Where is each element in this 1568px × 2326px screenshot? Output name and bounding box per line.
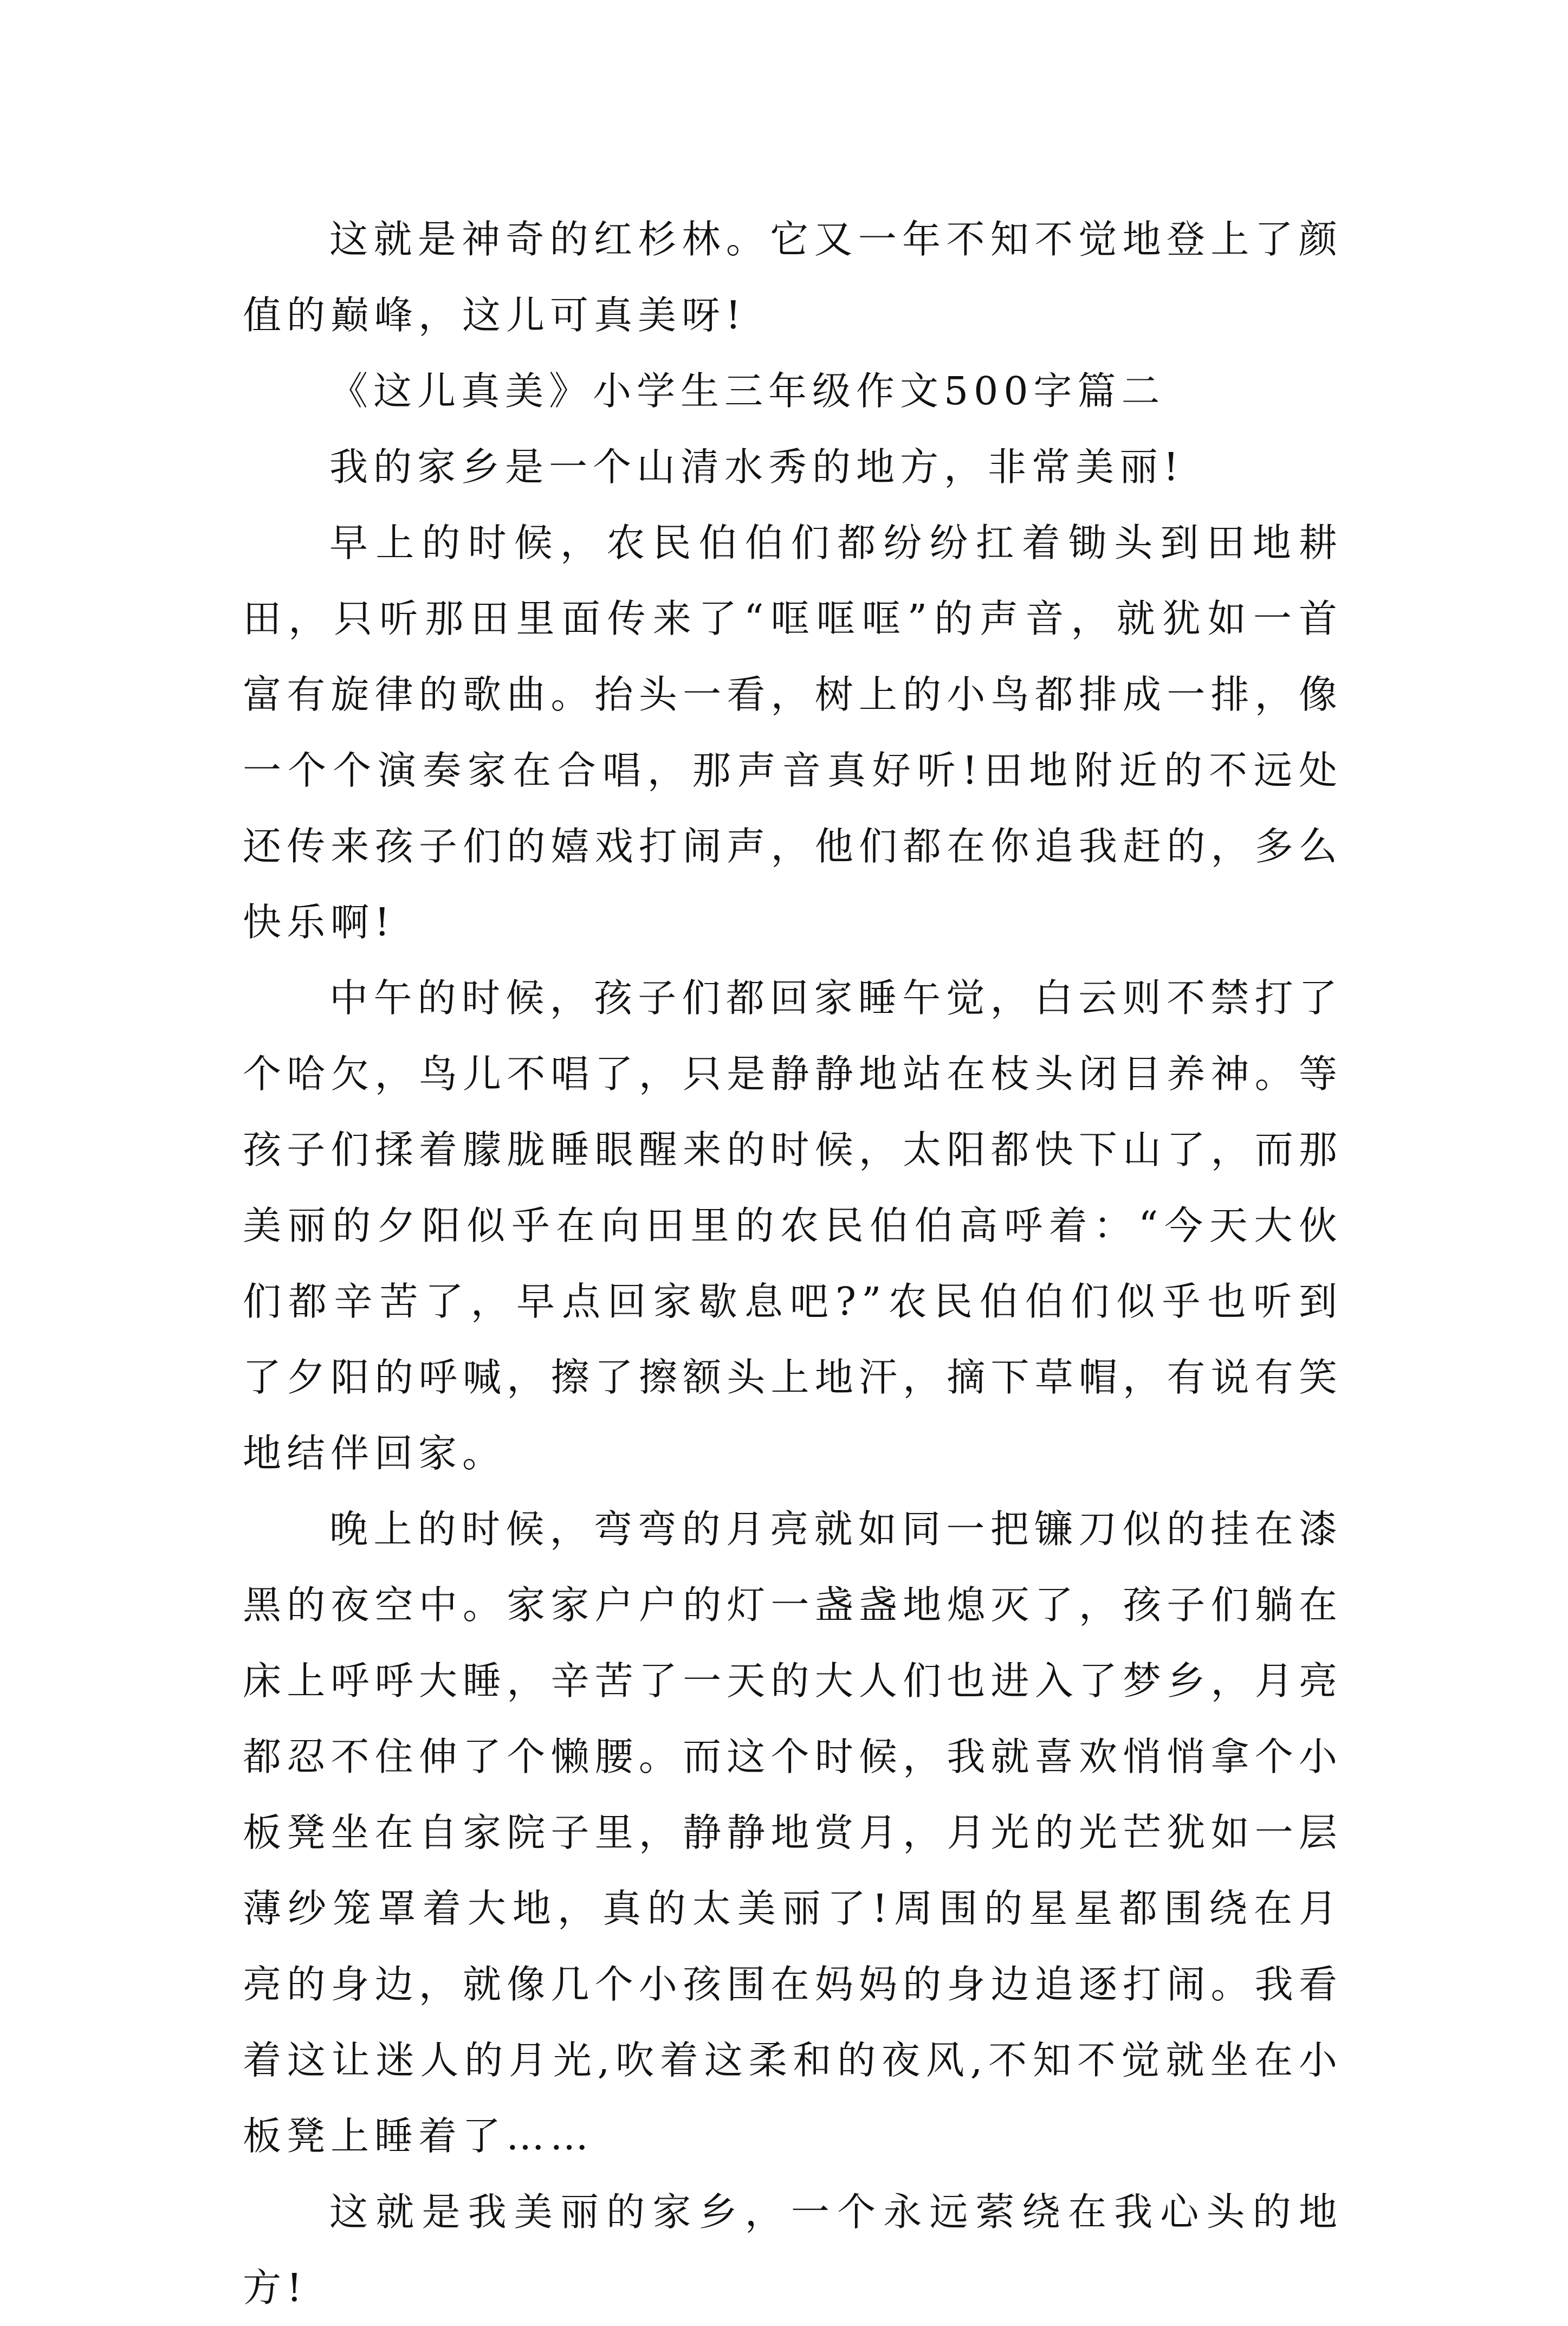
paragraph-conclusion: 这就是我美丽的家乡，一个永远萦绕在我心头的地方! (243, 2189, 1343, 2310)
paragraph-night: 晚上的时候，弯弯的月亮就如同一把镰刀似的挂在漆黑的夜空中。家家户户的灯一盏盏地熄灭了，孩子们躺在床上呼呼大睡，辛苦了一天的大人们也进入了梦乡，月亮都忍不住伸了个懒腰。而这个时候，我就喜欢悄悄拿个小板凳坐在自家院子里，静静地赏月，月光的光芒犹如一层薄纱笼罩着大地，真的太美丽了!周围的星星都围绕在月亮的身边，就像几个小孩围在妈妈的身边追逐打闹。我看着这让迷人的月光,吹着这柔和的夜风,不知不觉就坐在小板凳上睡着了…… (243, 1507, 1343, 2159)
paragraph-intro: 我的家乡是一个山清水秀的地方，非常美丽! (329, 444, 1184, 489)
paragraph-redwood-ending: 这就是神奇的红杉林。它又一年不知不觉地登上了颜值的巅峰，这儿可真美呀! (243, 217, 1343, 338)
paragraph-morning: 早上的时候，农民伯伯们都纷纷扛着锄头到田地耕田，只听那田里面传来了“哐哐哐”的声音，就犹如一首富有旋律的歌曲。抬头一看，树上的小鸟都排成一排，像一个个演奏家在合唱，那声音真好听!田地附近的不远处还传来孩子们的嬉戏打闹声，他们都在你追我赶的，多么快乐啊! (243, 520, 1343, 945)
paragraph-noon: 中午的时候，孩子们都回家睡午觉，白云则不禁打了个哈欠，鸟儿不唱了，只是静静地站在枝头闭目养神。等孩子们揉着朦胧睡眼醒来的时候，太阳都快下山了，而那美丽的夕阳似乎在向田里的农民伯伯高呼着：“今天大伙们都辛苦了，早点回家歇息吧?”农民伯伯们似乎也听到了夕阳的呼喊，擦了擦额头上地汗，摘下草帽，有说有笑地结伴回家。 (243, 975, 1343, 1476)
document-page (243, 202, 1343, 2326)
essay-title: 《这儿真美》小学生三年级作文500字篇二 (329, 369, 1165, 413)
